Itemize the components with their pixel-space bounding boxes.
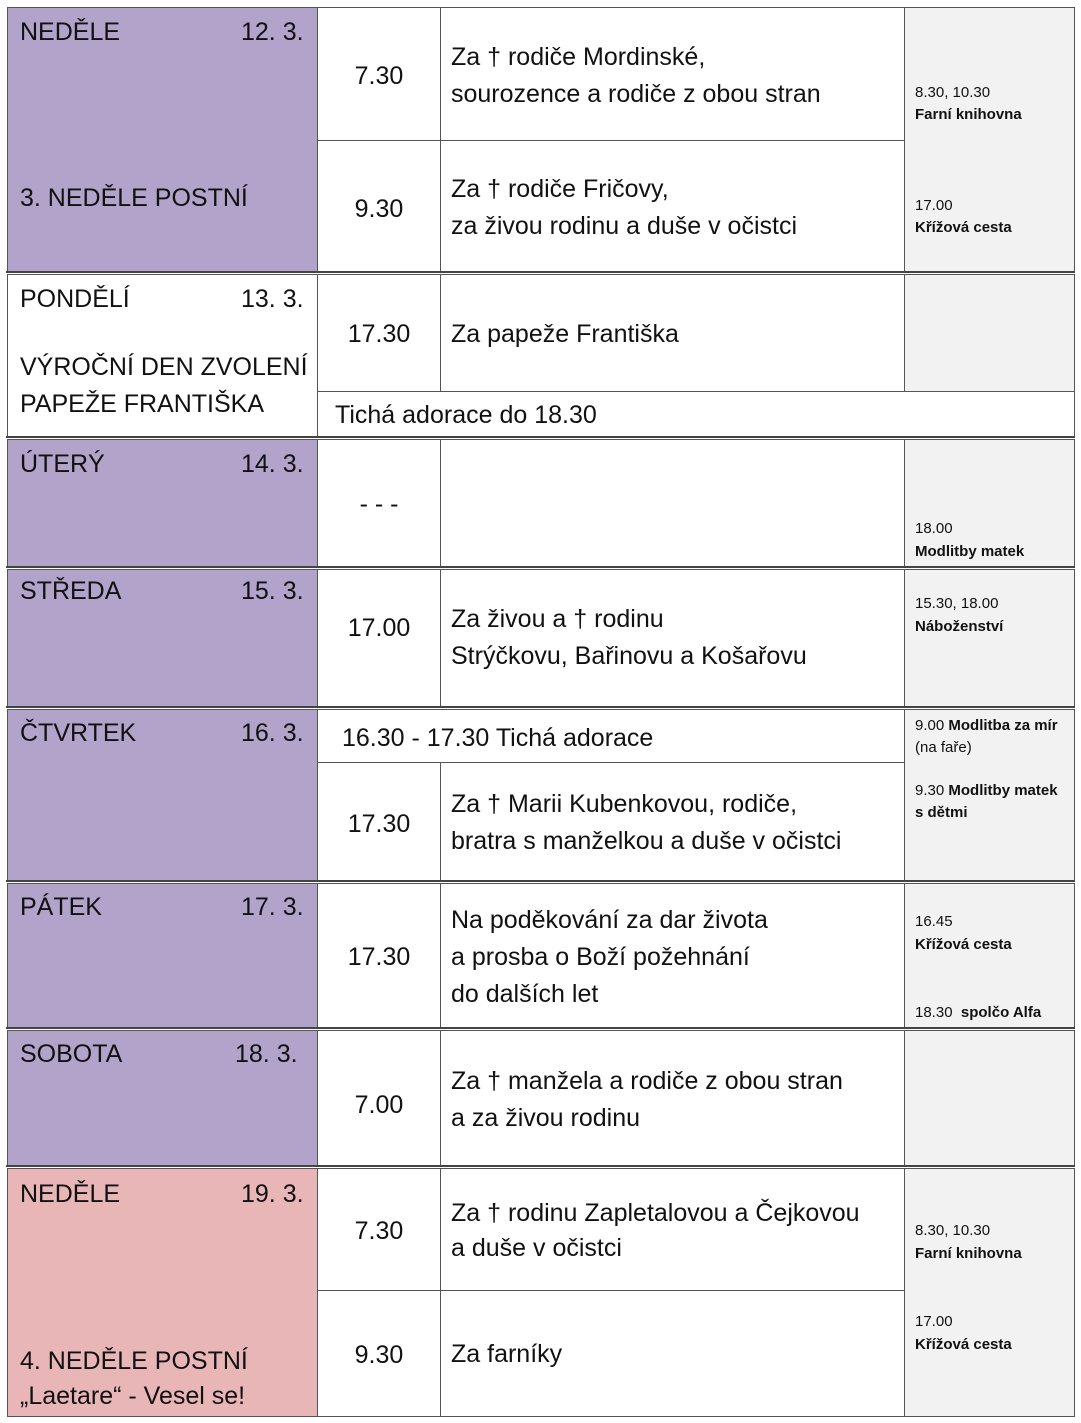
mass-intention-line: do dalších let bbox=[451, 980, 599, 1008]
mass-intention-line: Za † rodinu Zapletalovou a Čejkovou bbox=[451, 1199, 860, 1227]
event-label: Náboženství bbox=[915, 618, 1004, 635]
event-label: Modlitby matek bbox=[915, 543, 1025, 560]
event-line: 9.30 Modlitby matek bbox=[915, 782, 1058, 799]
mass-intention-line: a duše v očistci bbox=[451, 1234, 622, 1262]
intention-cell bbox=[440, 439, 905, 567]
row-separator bbox=[6, 566, 1075, 568]
mass-intention-line: Na poděkování za dar života bbox=[451, 906, 768, 934]
feast-name: 3. NEDĚLE POSTNÍ bbox=[20, 184, 248, 212]
row-separator bbox=[6, 1165, 1075, 1167]
mass-intention-line: Za † manžela a rodiče z obou stran bbox=[451, 1067, 843, 1095]
day-name: STŘEDA bbox=[20, 577, 122, 605]
event-label: Farní knihovna bbox=[915, 1245, 1022, 1262]
mass-intention-line: Za farníky bbox=[451, 1340, 563, 1368]
mass-intention-line: sourozence a rodiče z obou stran bbox=[451, 80, 821, 108]
mass-time: 9.30 bbox=[354, 1341, 404, 1369]
day-date: 16. 3. bbox=[241, 719, 304, 747]
mass-intention-line: Za † Marii Kubenkovou, rodiče, bbox=[451, 790, 798, 818]
side-cell bbox=[904, 274, 1075, 392]
mass-intention-line: Za † rodiče Mordinské, bbox=[451, 43, 706, 71]
row-separator bbox=[6, 1027, 1075, 1029]
day-date: 17. 3. bbox=[241, 893, 304, 921]
day-date: 14. 3. bbox=[241, 450, 304, 478]
row-separator bbox=[6, 271, 1075, 273]
day-date: 13. 3. bbox=[241, 285, 304, 313]
day-name: NEDĚLE bbox=[20, 1180, 121, 1208]
mass-time: 7.00 bbox=[354, 1091, 404, 1119]
day-name: ÚTERÝ bbox=[20, 450, 105, 478]
feast-name: VÝROČNÍ DEN ZVOLENÍ bbox=[20, 353, 308, 381]
event-label: Farní knihovna bbox=[915, 106, 1022, 123]
mass-intention-line: Za živou a † rodinu bbox=[451, 605, 664, 633]
mass-time: 17.30 bbox=[347, 320, 411, 348]
mass-intention-line: Za † rodiče Fričovy, bbox=[451, 175, 669, 203]
mass-intention-line: a za živou rodinu bbox=[451, 1104, 641, 1132]
mass-intention-line: bratra s manželkou a duše v očistci bbox=[451, 827, 842, 855]
side-cell bbox=[904, 1168, 1075, 1417]
mass-intention-line: Strýčkovu, Bařinovu a Košařovu bbox=[451, 642, 807, 670]
side-cell bbox=[904, 1030, 1075, 1166]
mass-intention-line: a prosba o Boží požehnání bbox=[451, 943, 750, 971]
day-name: PONDĚLÍ bbox=[20, 285, 130, 313]
day-date: 18. 3. bbox=[235, 1040, 298, 1068]
event-time: 17.00 bbox=[915, 197, 953, 214]
mass-time: 7.30 bbox=[354, 62, 404, 90]
event-time: 15.30, 18.00 bbox=[915, 595, 999, 612]
mass-time: 17.30 bbox=[347, 810, 411, 838]
day-name: PÁTEK bbox=[20, 893, 102, 921]
event-note: s dětmi bbox=[915, 804, 968, 821]
event-label: Křížová cesta bbox=[915, 936, 1012, 953]
day-name: NEDĚLE bbox=[20, 18, 121, 46]
adoration-banner: 16.30 - 17.30 Tichá adorace bbox=[342, 724, 654, 752]
mass-time: 7.30 bbox=[354, 1217, 404, 1245]
mass-time: 17.30 bbox=[347, 943, 411, 971]
row-separator bbox=[6, 436, 1075, 438]
event-label: Křížová cesta bbox=[915, 219, 1012, 236]
event-line: 9.00 Modlitba za mír bbox=[915, 717, 1058, 734]
row-separator bbox=[6, 880, 1075, 882]
day-date: 19. 3. bbox=[241, 1180, 304, 1208]
row-separator bbox=[6, 706, 1075, 708]
event-time: 8.30, 10.30 bbox=[915, 1222, 991, 1239]
feast-name: 4. NEDĚLE POSTNÍ bbox=[20, 1347, 248, 1375]
event-time: 8.30, 10.30 bbox=[915, 84, 991, 101]
feast-name: PAPEŽE FRANTIŠKA bbox=[20, 390, 265, 418]
mass-intention-line: Za papeže Františka bbox=[451, 320, 679, 348]
mass-time: - - - bbox=[359, 490, 399, 518]
side-cell bbox=[904, 569, 1075, 707]
mass-time: 9.30 bbox=[354, 195, 404, 223]
day-date: 12. 3. bbox=[241, 18, 304, 46]
adoration-banner: Tichá adorace do 18.30 bbox=[335, 401, 597, 429]
event-label: Křížová cesta bbox=[915, 1336, 1012, 1353]
day-name: ČTVRTEK bbox=[20, 719, 137, 747]
event-note: (na faře) bbox=[915, 739, 972, 756]
event-time: 18.00 bbox=[915, 520, 953, 537]
feast-subtitle: „Laetare“ - Vesel se! bbox=[20, 1382, 246, 1410]
day-date: 15. 3. bbox=[241, 577, 304, 605]
event-time: 16.45 bbox=[915, 913, 953, 930]
mass-intention-line: za živou rodinu a duše v očistci bbox=[451, 212, 798, 240]
event-time: 17.00 bbox=[915, 1313, 953, 1330]
event-line: 18.30 spolčo Alfa bbox=[915, 1004, 1042, 1021]
mass-time: 17.00 bbox=[347, 614, 411, 642]
day-name: SOBOTA bbox=[20, 1040, 123, 1068]
